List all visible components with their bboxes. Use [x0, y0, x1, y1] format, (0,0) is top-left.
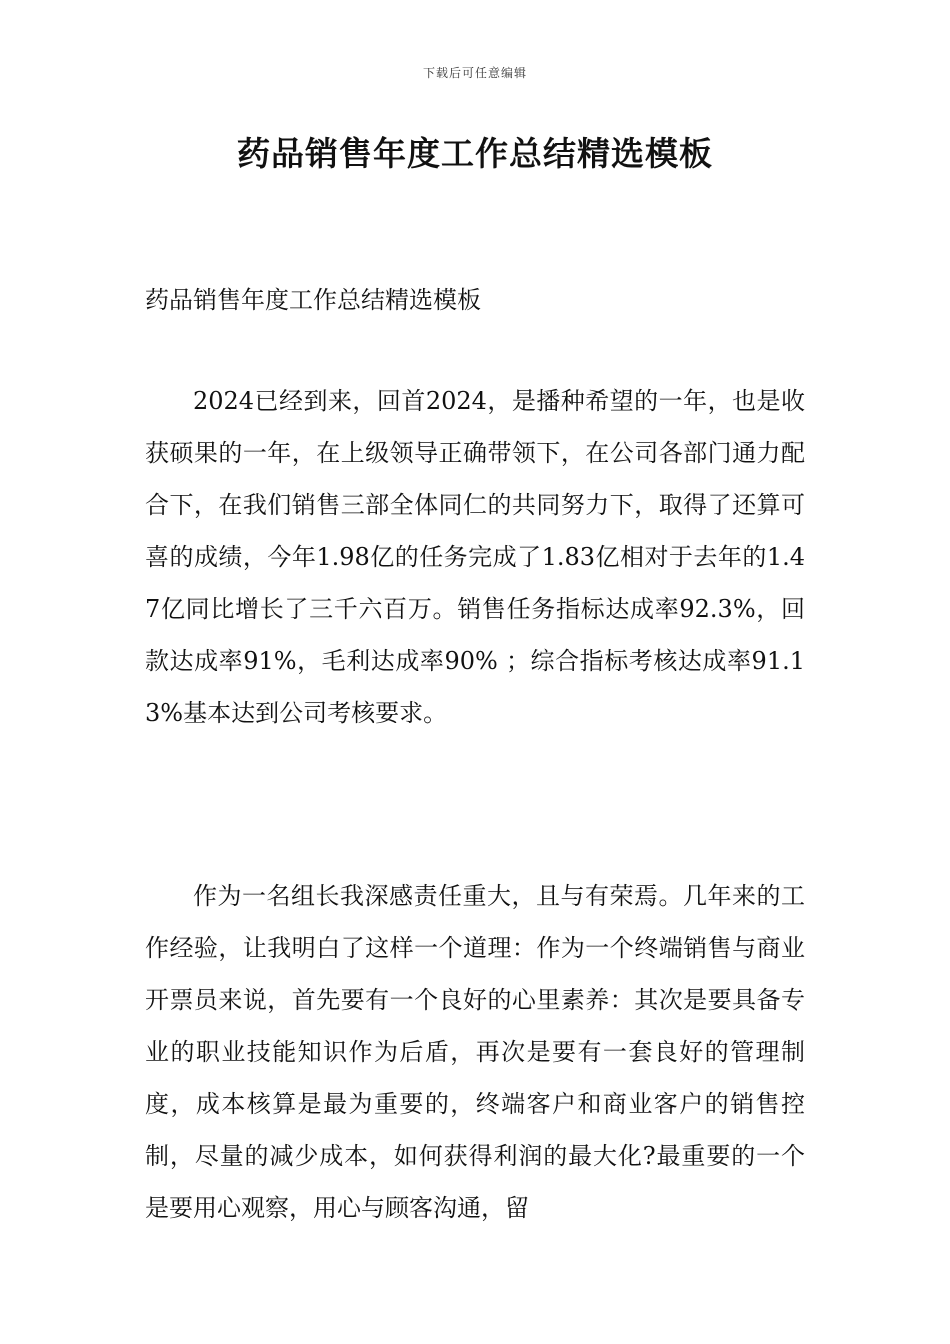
document-subtitle: 药品销售年度工作总结精选模板 [145, 286, 481, 314]
paragraph-2: 作为一名组长我深感责任重大，且与有荣焉。几年来的工作经验，让我明白了这样一个道理：作为一个终端销售与商业开票员来说，首先要有一个良好的心里素养：其次是要具备专业的职业技能知识作为后盾，再次是要有一套良好的管理制度，成本核算是最为重要的，终端客户和商业客户的销售控制，尽量的减少成本，如何获得利润的最大化?最重要的一个是要用心观察，用心与顾客沟通，留 [145, 882, 805, 1222]
paragraph-1: 2024已经到来，回首2024，是播种希望的一年，也是收获硕果的一年，在上级领导正确带领下，在公司各部门通力配合下，在我们销售三部全体同仁的共同努力下，取得了还算可喜的成绩，今年1.98亿的任务完成了1.83亿相对于去年的1.47亿同比增长了三千六百万。销售任务指标达成率92.3%，回款达成率91%，毛利达成率90% ；综合指标考核达成率91.13%基本达到公司考核要求。 [145, 387, 805, 727]
header-note: 下载后可任意编辑 [422, 66, 527, 80]
document-title: 药品销售年度工作总结精选模板 [237, 134, 713, 173]
